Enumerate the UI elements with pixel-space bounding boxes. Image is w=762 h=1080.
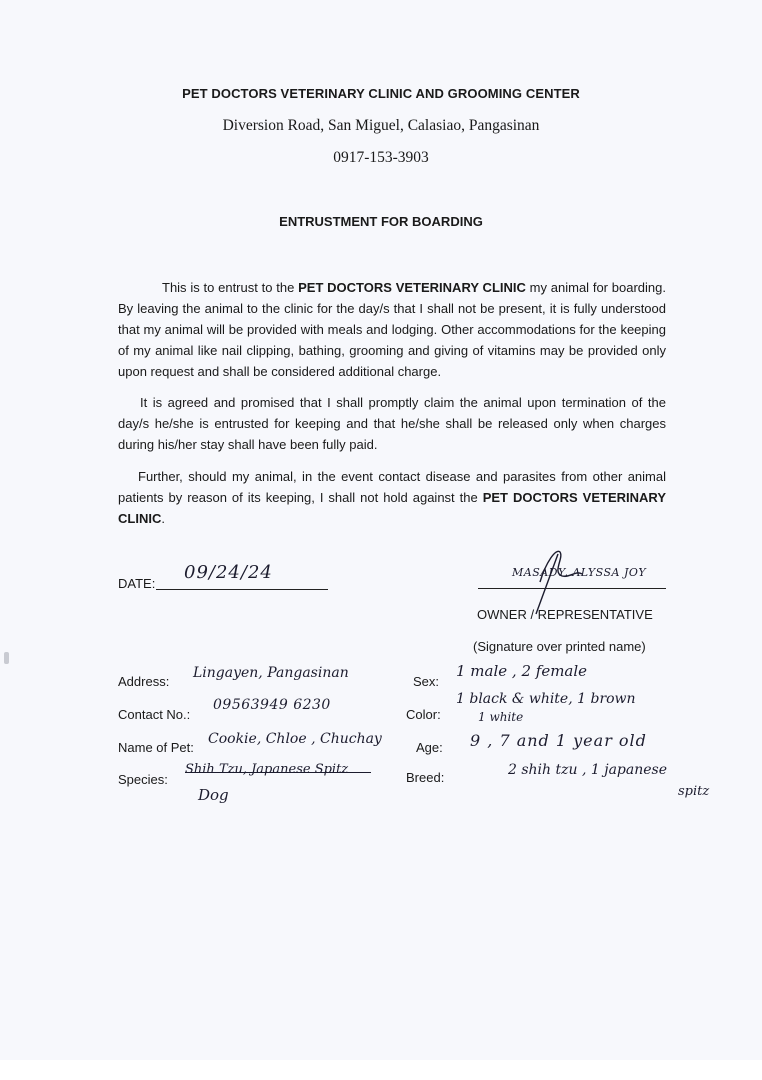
sex-label: Sex: [413, 674, 440, 689]
date-value: 09/24/24 [184, 562, 273, 583]
scan-bottom-edge [0, 1060, 762, 1080]
clinic-name-bold: PET DOCTORS VETERINARY CLINIC [118, 490, 666, 526]
clinic-name-bold: PET DOCTORS VETERINARY CLINIC [298, 280, 526, 295]
contact-label: Contact No.: [118, 707, 191, 722]
sex-value: 1 male , 2 female [456, 662, 588, 680]
species-strikethrough [185, 772, 371, 773]
species-struck-value: Shih Tzu, Japanese Spitz [185, 762, 349, 777]
color-value-line-2: 1 white [478, 710, 524, 724]
clinic-phone: 0917-153-3903 [333, 149, 429, 166]
scan-mark [4, 652, 9, 664]
clinic-name: PET DOCTORS VETERINARY CLINIC AND GROOMING CENTER [182, 86, 580, 101]
clinic-address: Diversion Road, San Miguel, Calasiao, Pangasinan [222, 117, 540, 134]
age-value: 9 , 7 and 1 year old [470, 731, 647, 750]
paragraph-3: Further, should my animal, in the event contact disease and parasites from other animal patients by reason of its keeping, I shall not hold against the PET DOCTORS VETERINARY CLINIC. [118, 469, 666, 526]
breed-label: Breed: [406, 770, 445, 785]
date-line [156, 589, 328, 590]
document-title: ENTRUSTMENT FOR BOARDING [279, 214, 483, 229]
breed-value-line-1: 2 shih tzu , 1 japanese [508, 762, 667, 778]
date-label: DATE: [118, 576, 156, 591]
signature-role-label: OWNER / REPRESENTATIVE [477, 607, 653, 622]
contact-value: 09563949 6230 [213, 697, 331, 713]
paragraph-2: It is agreed and promised that I shall promptly claim the animal upon termination of the day/s he/she is entrusted for keeping and that he/she shall be released only when charges during his/her stay shall have been fully paid. [118, 395, 666, 452]
age-label: Age: [416, 740, 443, 755]
pet-name-label: Name of Pet: [118, 740, 194, 755]
species-value: Dog [198, 786, 229, 804]
pet-name-value: Cookie, Chloe , Chuchay [208, 731, 382, 747]
paragraph-1: This is to entrust to the PET DOCTORS VETERINARY CLINIC my animal for boarding. By leaving the animal to the clinic for the day/s that I shall not be present, it is fully understood that my animal will be provided with meals and lodging. Other accommodations for the keeping of my animal like nail clipping, bathing, grooming and giving of vitamins may be provided only upon request and shall be considered additional charge. [118, 280, 666, 379]
breed-value-line-2: spitz [678, 784, 710, 799]
signature-printed-name: MASADY, ALYSSA JOY [512, 566, 647, 579]
color-value-line-1: 1 black & white, 1 brown [456, 691, 636, 707]
signature-note: (Signature over printed name) [473, 639, 646, 654]
address-value: Lingayen, Pangasinan [193, 665, 349, 681]
species-label: Species: [118, 772, 168, 787]
color-label: Color: [406, 707, 441, 722]
address-label: Address: [118, 674, 170, 689]
